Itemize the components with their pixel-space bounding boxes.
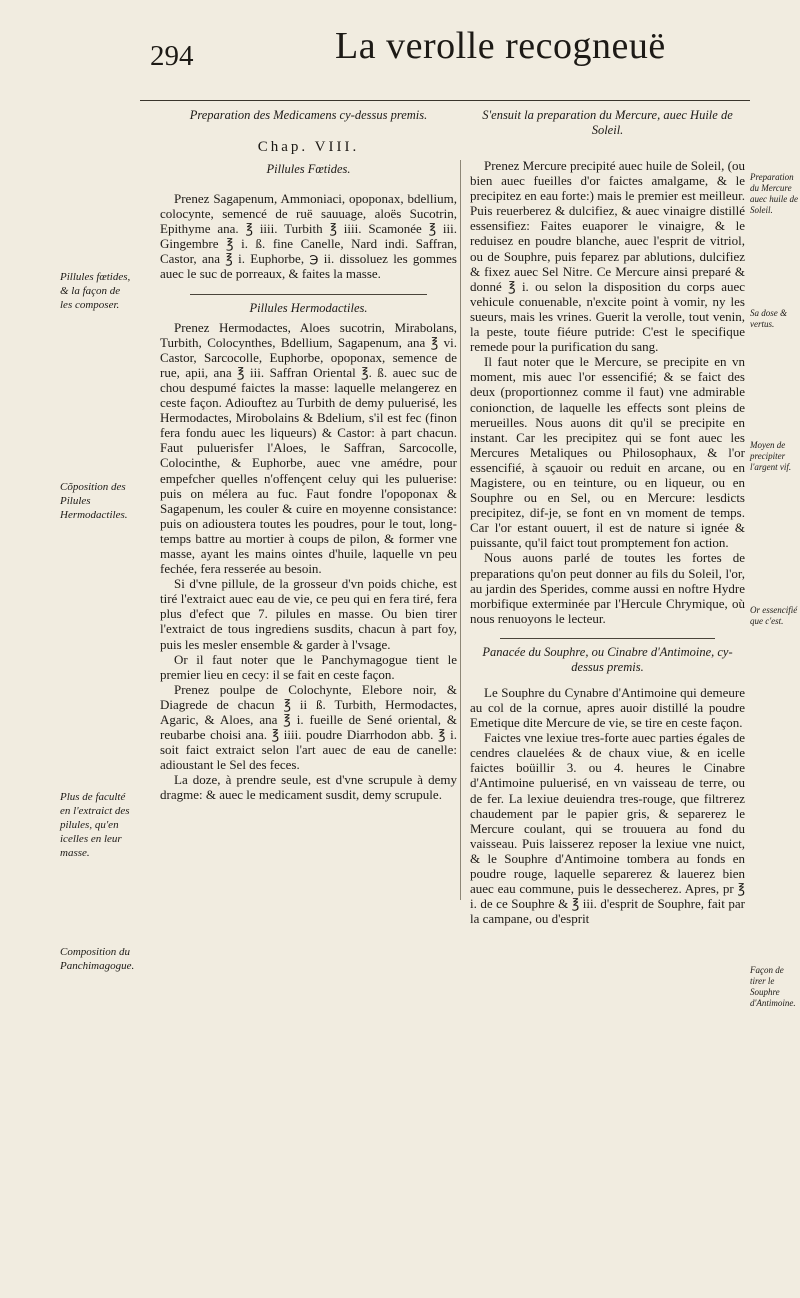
paragraph: Il faut noter que le Mercure, se precipite en vn moment, mis auec l'or essencifié; & se faict des deux (proportionnez comme il faut) vne admirable conionction, de laquelle les effects sont pleins de merueilles. Nous auons dit qu'il se precipite en instant. Car les precipitez qui se font auec les Mercures Metaliques ou Philosophaux, & l'or essencifié, à sçauoir ou reduit en arcane, ou en Magistere, ou en teinture, ou en liqueur, ou en Souphre ou en Sel, ou en Mercure: lesdicts precipitez, dif-je, se font en vn moment de temps. Car l'or estant ouuert, il est de nature si ignée & puissante, qu'il faict tout promptement fon action.: [470, 354, 745, 551]
header-rule: [140, 100, 750, 101]
paragraph: Prenez Sagapenum, Ammoniaci, opoponax, bdellium, colocynte, semencé de ruë sauuage, aloës Sucotrin, Epithyme ana. ℥ iiii. Turbith ℥ iiii. Scamonée ℥ iii. Gingembre ℥ i. ß. fine Canelle, Nard indi. Saffran, Castor, ana ℥ i. Euphorbe, ℈ ii. dissoluez les gommes auec le suc de porreaux, & faites la masse.: [160, 191, 457, 282]
section-heading: S'ensuit la preparation du Mercure, auec Huile de Soleil.: [482, 108, 733, 137]
right-column: [470, 108, 745, 926]
paragraph: Or il faut noter que le Panchymagogue tient le premier lieu en cecy: il se fait en ceste façon.: [160, 651, 457, 682]
column-divider: [460, 160, 461, 900]
paragraph: Faictes vne lexiue tres-forte auec parties égales de cendres clauelées & de chaux viue, & en icelle faictes boüillir 3. ou 4. heures le Cinabre d'Antimoine puluerisé, en vn vaisseau de terre, ou de fer. La lexiue deuiendra tres-rouge, que filtrerez chaudement par le papier gris, & separerez le Mercure coulant, qui se trouuera au fond du vaisseau. Puis laisserez reposer la lexiue vne nuict, & le Souphre d'Antimoine tombera au fonds en poudre rouge, laquelle separerez & lauerez bien auec eau commune, puis le dessecherez. Apres, pr ℥ i. de ce Souphre & ℥ iii. d'esprit de Souphre, fait par la campane, ou d'esprit: [470, 730, 745, 927]
margin-note-pillules-foetides: Pillules fœtides, & la façon de les composer.: [60, 271, 131, 311]
left-column: [160, 108, 457, 803]
paragraph: Prenez Mercure precipité auec huile de Soleil, (ou bien auec fueilles d'or faictes amalgame, & le precipitez en eau forte:) mais le premier est meilleur. Puis reuerberez & dulcifiez, & auec vinaigre distillé essensifiez: Faites euaporer le vinaigre, & le reduisez en poudre blanche, auec l'esprit de vitriol, ou de Souphre, puis feparez par ablutions, dulcifiez & fixez auec Sel Nitre. Ce Mercure ainsi preparé & donné ℥ i. ou selon la disposition du corps auec vehicule conuenable, n'excite point à vomir, ny les sueurs, mais les vrines. Guerit la verolle, tout venin, la peste, toute fiéure putride: C'est le specifique remede pour la purification du sang.: [470, 158, 745, 355]
section-rule: [190, 294, 427, 295]
margin-note-panchimagogue: Composition du Panchimagogue.: [60, 946, 135, 972]
paragraph: Nous auons parlé de toutes les fortes de preparations qu'on peut donner au fils du Soleil, l'or, au jardin des Sperides, comme aussi en noftre Hydre morbifique exterminée par l'Hercule Chrymique, où nous renuoyons le lecteur.: [470, 550, 745, 626]
margin-note-precipiter: Moyen de precipiter l'argent vif.: [750, 440, 792, 472]
subsection-title: Pillules Hermodactiles.: [249, 300, 368, 315]
paragraph: La doze, à prendre seule, est d'vne scrupule à demy dragme: & auec le medicament susdit, demy scrupule.: [160, 772, 457, 803]
running-title: La verolle recogneuë: [335, 25, 666, 67]
chapter-heading: Chap. VIII.: [257, 139, 360, 155]
margin-note-souphre: Façon de tirer le Souphre d'Antimoine.: [750, 965, 796, 1008]
margin-note-dose: Sa dose & vertus.: [750, 308, 787, 329]
paragraph: Prenez poulpe de Colochynte, Elebore noir, & Diagrede de chacun ℥ ii ß. Turbith, Hermodactes, Agaric, & Aloes, ana ℥ i. fueille de Sené oriental, & reubarbe choisi ana. ℥ iiii. poudre Diarrhodon abb. ℥ i. soit faict extraict selon l'art auec de eau de canelle: adioustant le Sel des feces.: [160, 681, 457, 773]
section-heading: Preparation des Medicamens cy-dessus premis.: [189, 108, 428, 122]
paragraph: Le Souphre du Cynabre d'Antimoine qui demeure au col de la cornue, apres auoir distillé la poudre Emetique dite Mercure de vie, se tire en ceste façon.: [470, 684, 745, 731]
margin-note-extraict: Plus de faculté en l'extraict des pilules, qu'en icelles en leur masse.: [60, 791, 130, 859]
paragraph: Si d'vne pillule, de la grosseur d'vn poids chiche, est tiré l'extraict auec eau de vie, ce peu qui en fera tiré, fera plus d'efect que 7. pilules en masse. Ou bien tirer l'extraict de tous ingrediens susdits, chacun à part foy, puis les mesler ensemble & garder à l'vsage.: [160, 576, 457, 652]
section-rule: [500, 638, 715, 639]
margin-note-mercure: Preparation du Mercure auec huile de Soleil.: [750, 172, 798, 215]
paragraph: Prenez Hermodactes, Aloes sucotrin, Mirabolans, Turbith, Colocynthes, Bdellium, Sagapenum, ana ℥ vi. Castor, Sarcocolle, Euphorbe, opoponax, semence de rue, apii, ana ℥ iii. Saffran Oriental ℥. ß. auec suc de chou despumé faictes la masse: laquelle melangerez en ceste façon. Adiouftez au Turbith de demy puluerisé, les Hermodactes, Mirobolains & Bdelium, s'il est fec (finon fera fondu auec les liqueurs) & Castor: à part chacun. Faut puluerisfer l'Aloes, le Saffran, Sarcocolle, Colocinthe, & Euphorbe, auec vne amédre, pour empefcher quelles n'offençent celuy qui les puluerise: puis on mélera au fuc. Faut fondre l'opoponax & Sagapenum, les couler & cuire en moyenne consistance: puis on adioustera toutes les poudres, pour le tout, long-temps battre au mortier à coups de pilon, & former vne masse, ayant les mains ointes d'huile, laquelle vn peu fechée, fera resserée au besoin.: [160, 319, 457, 577]
page-number: 294: [150, 40, 194, 72]
margin-note-hermodactiles: Cõposition des Pilules Hermodactiles.: [60, 481, 128, 521]
subsection-title: Pillules Fœtides.: [266, 162, 351, 176]
margin-note-or: Or essencifié que c'est.: [750, 605, 798, 626]
subsection-title: Panacée du Souphre, ou Cinabre d'Antimoine, cy-dessus premis.: [482, 644, 733, 674]
